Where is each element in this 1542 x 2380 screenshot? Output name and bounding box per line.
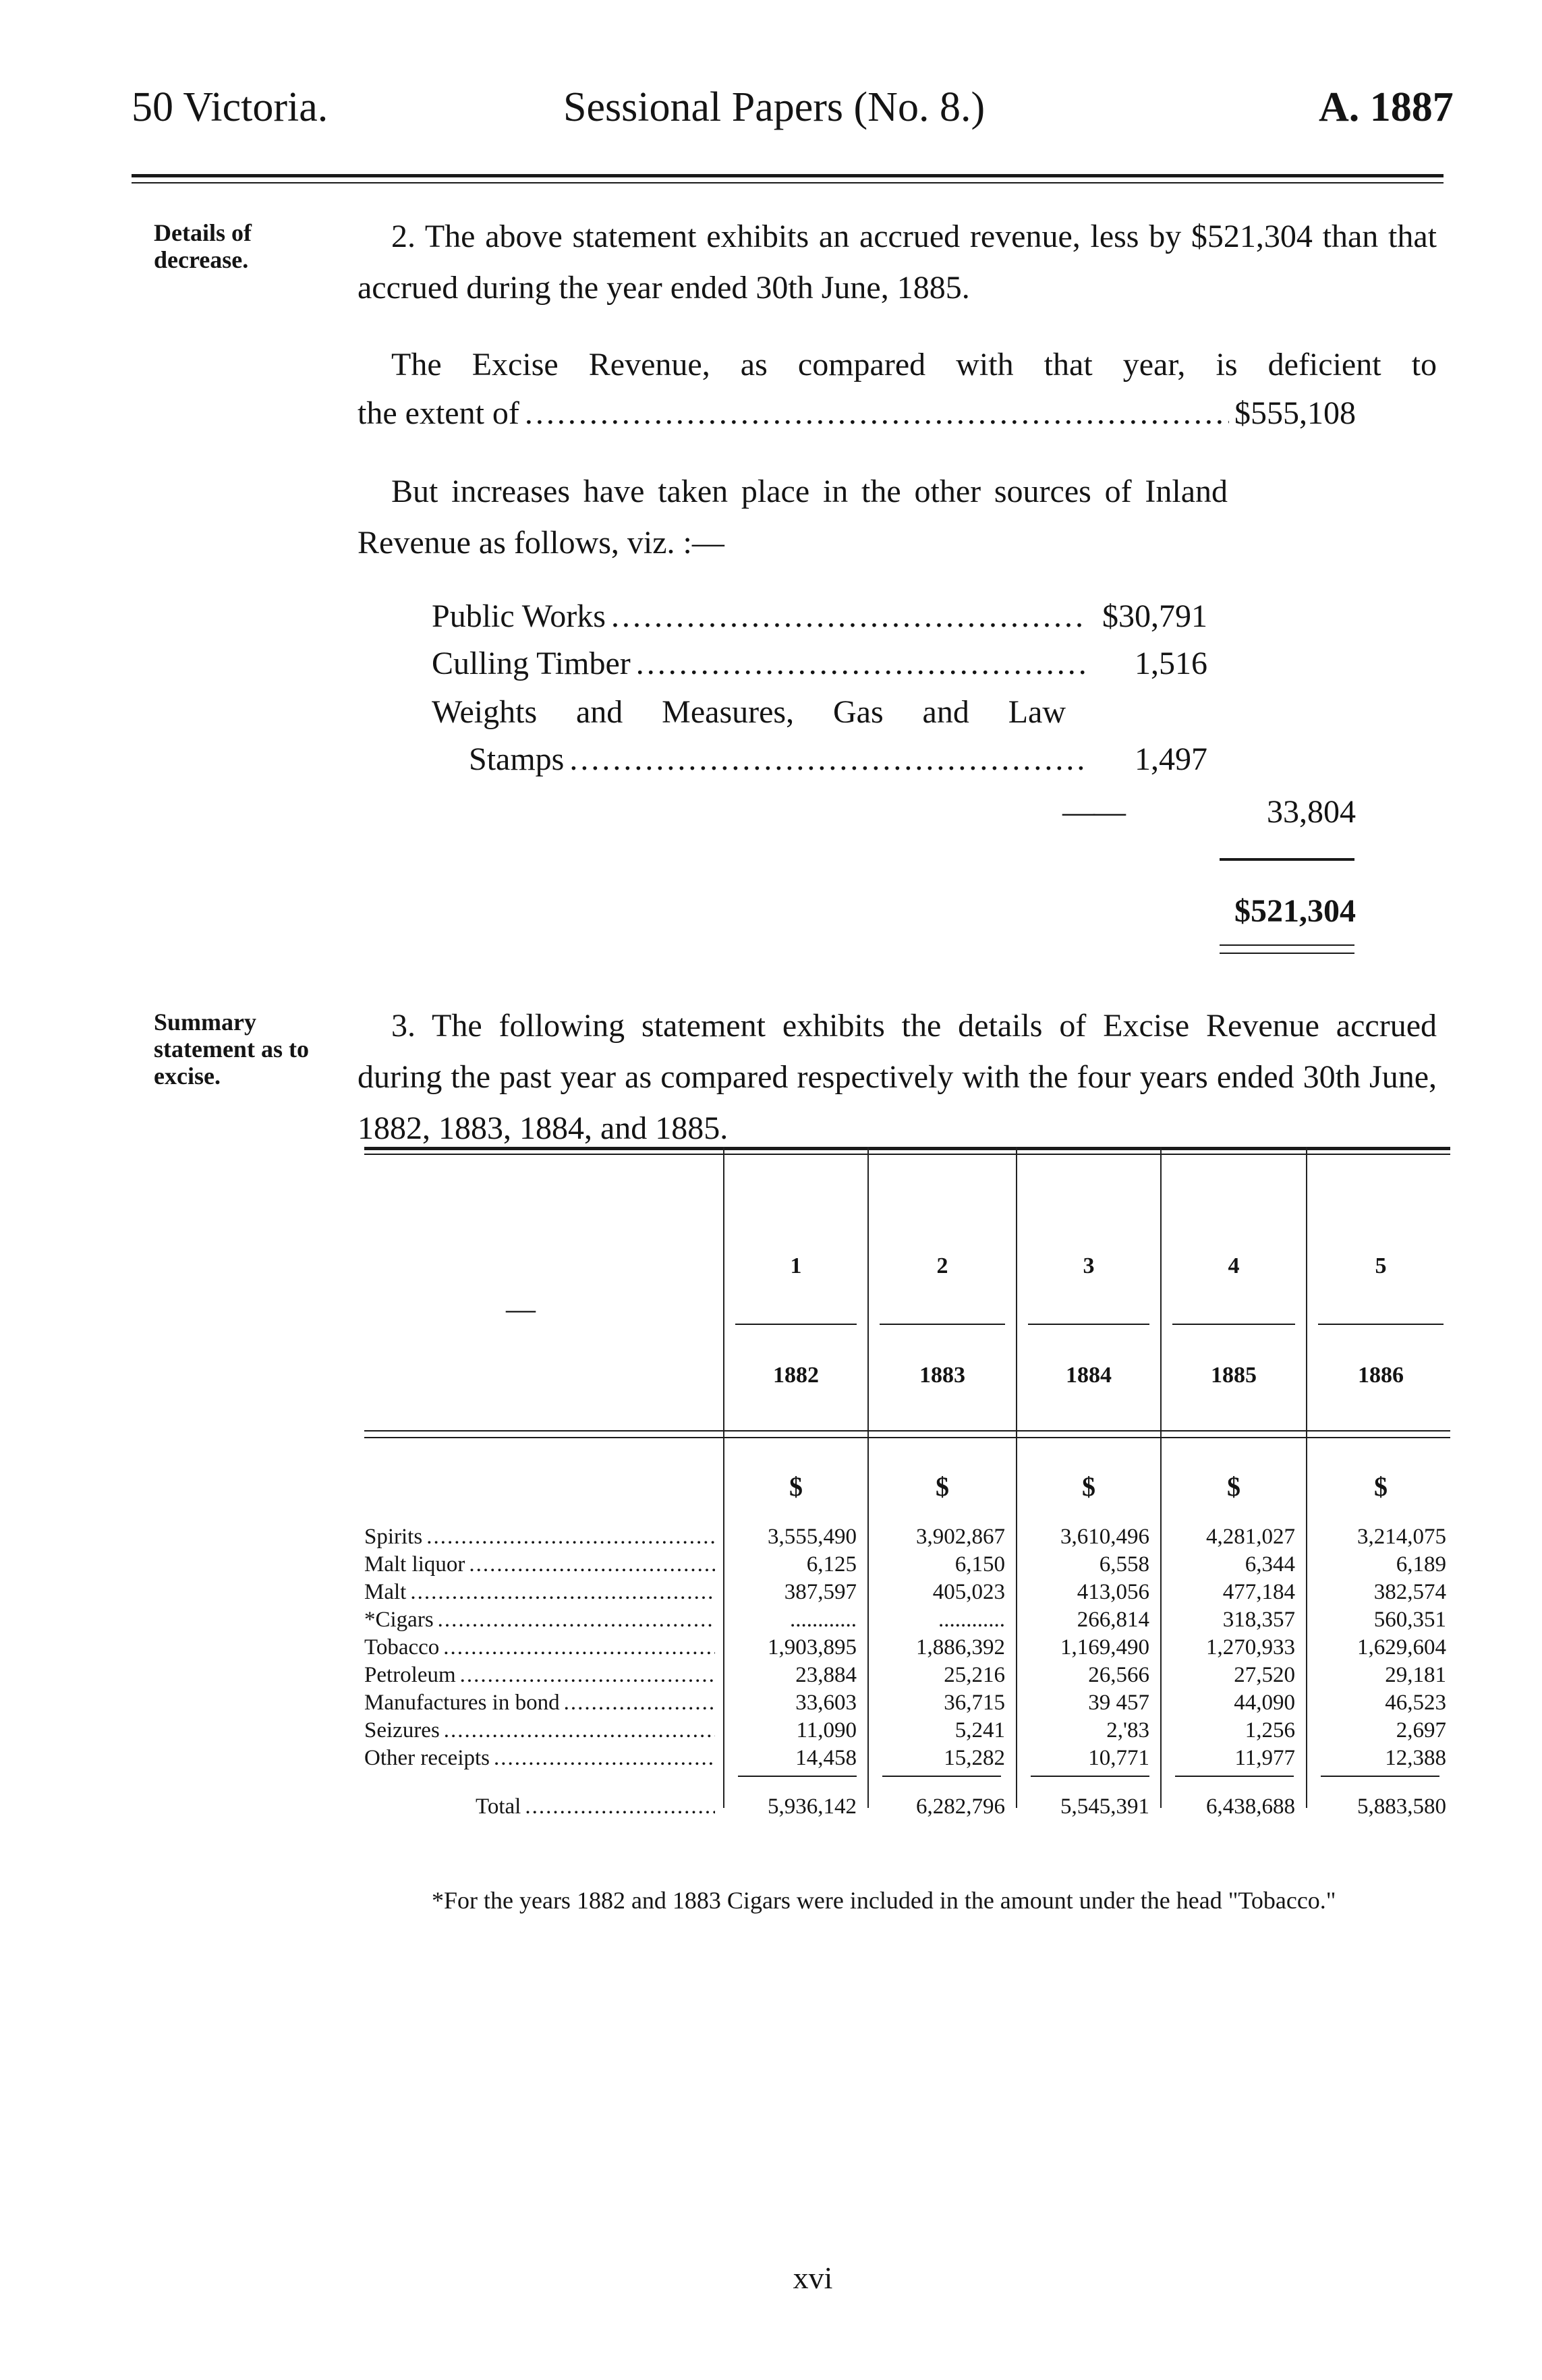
table-row-label bbox=[364, 1552, 715, 1577]
total-cell: 5,936,142 bbox=[768, 1794, 857, 1819]
total-rule bbox=[882, 1776, 1001, 1777]
header-left: 50 Victoria. bbox=[132, 84, 329, 130]
currency-symbol: $ bbox=[936, 1471, 949, 1502]
header-right: A. 1887 bbox=[1319, 84, 1454, 130]
table-cell: 11,977 bbox=[1234, 1746, 1295, 1770]
column-year: 1886 bbox=[1358, 1363, 1404, 1388]
table-cell: 266,814 bbox=[1077, 1608, 1149, 1632]
column-rule bbox=[880, 1324, 1005, 1325]
column-divider bbox=[723, 1147, 724, 1808]
row-label-text: *Cigars bbox=[364, 1608, 434, 1632]
table-cell: 27,520 bbox=[1234, 1663, 1295, 1687]
table-cell: 12,388 bbox=[1385, 1746, 1446, 1770]
table-cell: 1,903,895 bbox=[768, 1635, 857, 1660]
excise-deficit-row bbox=[358, 388, 1356, 439]
item-stamps bbox=[469, 734, 1207, 785]
leader-dots bbox=[636, 638, 1087, 689]
leader-dots bbox=[469, 1552, 715, 1577]
column-number: 5 bbox=[1375, 1253, 1387, 1278]
table-cell: 14,458 bbox=[795, 1746, 857, 1770]
table-cell: ............ bbox=[938, 1608, 1005, 1632]
table-cell: 3,902,867 bbox=[916, 1525, 1005, 1549]
header-divider-rule bbox=[364, 1437, 1450, 1438]
table-row-label bbox=[364, 1608, 715, 1633]
total-rule bbox=[1175, 1776, 1294, 1777]
table-row-label bbox=[364, 1718, 715, 1743]
margin-note-details: Details of decrease. bbox=[154, 219, 252, 273]
excise-deficit-label: the extent of bbox=[358, 395, 519, 431]
table-row-label bbox=[364, 1663, 715, 1688]
item-label: Stamps bbox=[469, 741, 565, 777]
table-cell: 382,574 bbox=[1373, 1580, 1446, 1604]
table-cell: 3,555,490 bbox=[768, 1525, 857, 1549]
page-number: xvi bbox=[793, 2261, 833, 2295]
table-cell: 6,344 bbox=[1245, 1552, 1295, 1577]
column-number: 2 bbox=[936, 1253, 948, 1278]
item-amount: 1,516 bbox=[1135, 646, 1207, 681]
table-cell: 39 457 bbox=[1088, 1691, 1149, 1715]
table-cell: 6,558 bbox=[1099, 1552, 1149, 1577]
column-rule bbox=[1318, 1324, 1444, 1325]
row-label-text: Malt bbox=[364, 1580, 407, 1604]
column-number: 3 bbox=[1083, 1253, 1095, 1278]
stub-head-dash: — bbox=[506, 1293, 536, 1326]
column-year: 1882 bbox=[773, 1363, 819, 1388]
item-label: Public Works bbox=[432, 598, 606, 634]
total-rule bbox=[1031, 1776, 1149, 1777]
row-label-text: Malt liquor bbox=[364, 1552, 465, 1577]
column-divider bbox=[867, 1147, 869, 1808]
column-year: 1885 bbox=[1211, 1363, 1257, 1388]
currency-symbol: $ bbox=[789, 1471, 803, 1502]
table-cell: 387,597 bbox=[784, 1580, 857, 1604]
row-label-text: Tobacco bbox=[364, 1635, 440, 1660]
row-label-text: Other receipts bbox=[364, 1746, 490, 1770]
footnote: *For the years 1882 and 1883 Cigars were included in the amount under the head "Tobacco." bbox=[432, 1887, 1336, 1914]
column-number: 4 bbox=[1228, 1253, 1240, 1278]
table-cell: 11,090 bbox=[796, 1718, 857, 1743]
total-rule bbox=[1321, 1776, 1439, 1777]
column-number: 1 bbox=[790, 1253, 802, 1278]
paragraph-3: 3. The following statement exhibits the details of Excise Revenue accrued during the past year as compared respectively with the four years ended 30th June, 1882, 1883, 1884, and 1885. bbox=[358, 1008, 1437, 1146]
column-year: 1884 bbox=[1066, 1363, 1112, 1388]
table-cell: 560,351 bbox=[1373, 1608, 1446, 1632]
column-divider bbox=[1016, 1147, 1017, 1808]
header-title: Sessional Papers (No. 8.) bbox=[563, 84, 986, 130]
table-cell: 1,629,604 bbox=[1357, 1635, 1446, 1660]
table-row-label bbox=[364, 1580, 715, 1605]
total-amount: $521,304 bbox=[1234, 893, 1356, 929]
table-cell: 26,566 bbox=[1088, 1663, 1149, 1687]
table-cell: 2,'83 bbox=[1106, 1718, 1149, 1743]
item-public-works bbox=[432, 591, 1207, 642]
leader-dots bbox=[426, 1525, 715, 1550]
table-cell: 1,270,933 bbox=[1206, 1635, 1295, 1660]
total-row-label bbox=[476, 1794, 715, 1819]
table-top-rule-thick bbox=[364, 1147, 1450, 1150]
column-rule bbox=[735, 1324, 857, 1325]
header-rule-thick bbox=[132, 174, 1444, 177]
row-label-text: Manufactures in bond bbox=[364, 1691, 560, 1715]
excise-deficit-amount: $555,108 bbox=[1234, 395, 1356, 431]
table-row-label bbox=[364, 1525, 715, 1550]
column-rule bbox=[1028, 1324, 1149, 1325]
total-label: Total bbox=[476, 1794, 521, 1819]
table-cell: 36,715 bbox=[944, 1691, 1005, 1715]
table-cell: 413,056 bbox=[1077, 1580, 1149, 1604]
leader-dots bbox=[438, 1608, 715, 1633]
subtotal-rule bbox=[1220, 858, 1354, 861]
column-divider bbox=[1306, 1147, 1307, 1808]
row-label-text: Petroleum bbox=[364, 1663, 456, 1687]
row-label-text: Spirits bbox=[364, 1525, 423, 1549]
total-cell: 6,438,688 bbox=[1206, 1794, 1295, 1819]
table-cell: 405,023 bbox=[932, 1580, 1005, 1604]
item-culling-timber bbox=[432, 638, 1207, 689]
item-amount: $30,791 bbox=[1102, 598, 1207, 634]
table-cell: 5,241 bbox=[954, 1718, 1005, 1743]
table-cell: 318,357 bbox=[1222, 1608, 1295, 1632]
header-divider-rule bbox=[364, 1430, 1450, 1432]
item-amount: 1,497 bbox=[1135, 741, 1207, 777]
currency-symbol: $ bbox=[1374, 1471, 1388, 1502]
leader-dots bbox=[564, 1691, 715, 1716]
total-cell: 5,545,391 bbox=[1060, 1794, 1149, 1819]
header-rule-thin bbox=[132, 182, 1444, 183]
table-cell: 477,184 bbox=[1222, 1580, 1295, 1604]
leader-dots bbox=[443, 1635, 715, 1660]
table-cell: 46,523 bbox=[1385, 1691, 1446, 1715]
total-rule bbox=[738, 1776, 857, 1777]
table-cell: 1,256 bbox=[1245, 1718, 1295, 1743]
leader-dots bbox=[611, 591, 1087, 642]
currency-symbol: $ bbox=[1082, 1471, 1095, 1502]
excise-table bbox=[364, 1147, 1450, 1821]
table-cell: 29,181 bbox=[1385, 1663, 1446, 1687]
subtotal-dash: —— bbox=[1062, 794, 1124, 830]
leader-dots bbox=[410, 1580, 715, 1605]
column-rule bbox=[1172, 1324, 1295, 1325]
column-divider bbox=[1160, 1147, 1162, 1808]
table-cell: 3,610,496 bbox=[1060, 1525, 1149, 1549]
currency-symbol: $ bbox=[1227, 1471, 1240, 1502]
table-cell: 2,697 bbox=[1396, 1718, 1446, 1743]
total-cell: 5,883,580 bbox=[1357, 1794, 1446, 1819]
leader-dots bbox=[444, 1718, 715, 1743]
table-cell: 25,216 bbox=[944, 1663, 1005, 1687]
leader-dots bbox=[460, 1663, 715, 1688]
paragraph-2: 2. The above statement exhibits an accrued revenue, less by $521,304 than that accrued during the year ended 30th June, 1885. bbox=[358, 219, 1437, 306]
table-row-label bbox=[364, 1635, 715, 1660]
item-label: Culling Timber bbox=[432, 646, 631, 681]
leader-dots bbox=[525, 388, 1229, 439]
item-weights-measures-label: Weights and Measures, Gas and Law bbox=[432, 694, 1066, 730]
leader-dots bbox=[569, 734, 1087, 785]
paragraph-excise-line1: The Excise Revenue, as compared with that year, is deficient to bbox=[391, 347, 1437, 382]
table-cell: 4,281,027 bbox=[1206, 1525, 1295, 1549]
table-cell: 44,090 bbox=[1234, 1691, 1295, 1715]
table-top-rule-thin bbox=[364, 1154, 1450, 1155]
leader-dots bbox=[525, 1794, 715, 1819]
subtotal-amount: 33,804 bbox=[1267, 794, 1356, 830]
table-cell: 3,214,075 bbox=[1357, 1525, 1446, 1549]
column-year: 1883 bbox=[919, 1363, 965, 1388]
table-cell: 10,771 bbox=[1088, 1746, 1149, 1770]
table-cell: ............ bbox=[790, 1608, 857, 1632]
paragraph-increases: But increases have taken place in the other sources of Inland Revenue as follows, viz. :— bbox=[358, 474, 1228, 561]
table-cell: 23,884 bbox=[795, 1663, 857, 1687]
table-cell: 6,150 bbox=[954, 1552, 1005, 1577]
table-cell: 1,886,392 bbox=[916, 1635, 1005, 1660]
table-cell: 1,169,490 bbox=[1060, 1635, 1149, 1660]
table-cell: 6,189 bbox=[1396, 1552, 1446, 1577]
total-cell: 6,282,796 bbox=[916, 1794, 1005, 1819]
table-cell: 6,125 bbox=[806, 1552, 857, 1577]
table-cell: 15,282 bbox=[944, 1746, 1005, 1770]
margin-note-summary: Summary statement as to excise. bbox=[154, 1009, 309, 1089]
total-rule-1 bbox=[1220, 944, 1354, 946]
row-label-text: Seizures bbox=[364, 1718, 440, 1743]
table-row-label bbox=[364, 1746, 715, 1771]
table-cell: 33,603 bbox=[795, 1691, 857, 1715]
total-rule-2 bbox=[1220, 953, 1354, 954]
leader-dots bbox=[494, 1746, 715, 1771]
table-row-label bbox=[364, 1691, 715, 1716]
